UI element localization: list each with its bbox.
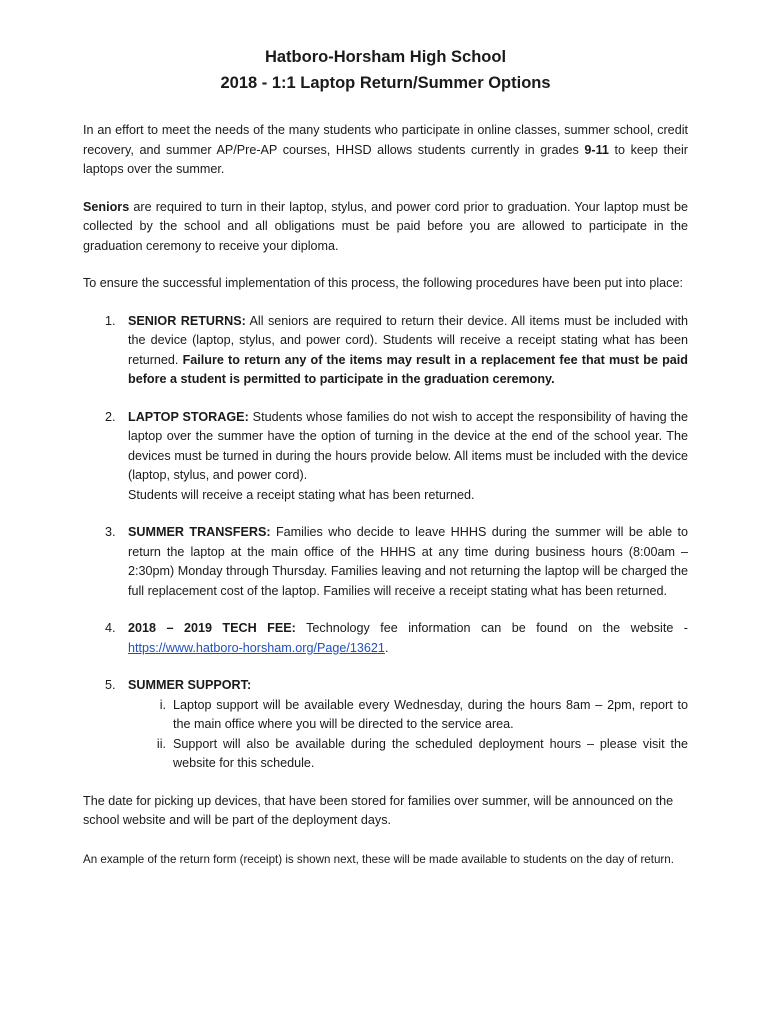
item-heading: SUMMER SUPPORT: [128,678,252,692]
list-number: 4. [105,621,116,635]
sublist-number: i. [159,697,166,712]
list-item-summer-support [83,676,688,774]
school-title: Hatboro-Horsham High School [264,48,507,66]
item-text: Families who decide to leave HHHS during the summer will be able to return the laptop at the main office of the HHHS at any time during business hours (8:00am – 2:30pm) Monday through Thursday. Families leaving and not returning the laptop will be charged the full replacement cost of the laptop. Families will receive a receipt stating what has been returned. [128,525,688,598]
seniors-label: Seniors [83,199,130,214]
procedures-intro: To ensure the successful implementation of this process, the following procedures have been put into place: [83,276,683,290]
document-title: 2018 - 1:1 Laptop Return/Summer Options [220,74,551,92]
item-heading: LAPTOP STORAGE: [128,409,249,424]
item-text: Technology fee information can be found on the website - [295,621,688,635]
receipt-note: An example of the return form (receipt) is shown next, these will be made available to students on the day of return. [83,852,674,866]
item-heading: 2018 – 2019 TECH FEE: [128,621,296,635]
sublist-number: ii. [156,736,166,751]
item-text-2: Students will receive a receipt stating what has been returned. [128,487,475,502]
sublist-item [128,696,688,735]
list-number: 5. [105,678,116,692]
item-heading: SUMMER TRANSFERS: [128,525,271,539]
list-item-laptop-storage [83,408,688,506]
intro-text-2: to keep their laptops over the summer. [83,142,688,176]
item-text: Students whose families do not wish to accept the responsibility of having the laptop over the summer have the option of turning in the device at the end of the school year. The devices must be turned in during the hours provide below. All items must be included with the device (laptop, stylus, and power cord). [128,409,688,482]
intro-grades: 9-11 [584,142,609,157]
item-warning: Failure to return any of the items may result in a replacement fee that must be paid before a student is permitted to participate in the graduation ceremony. [128,352,689,386]
support-sublist [128,696,688,774]
list-number: 2. [105,409,116,424]
list-number: 1. [105,313,116,328]
procedures-list [83,312,688,774]
intro-paragraph [83,121,688,180]
list-item-senior-returns [83,312,688,390]
sublist-text: Support will also be available during the scheduled deployment hours – please visit the website for this schedule. [173,736,688,770]
seniors-text: are required to turn in their laptop, stylus, and power cord prior to graduation. Your laptop must be collected by the school and all obligations must be paid before you are allowed to participate in the graduation ceremony to receive your diploma. [83,199,688,253]
list-item-tech-fee [83,619,688,658]
list-item-summer-transfers [83,523,688,601]
seniors-paragraph [83,198,688,257]
intro-text-1: In an effort to meet the needs of the many students who participate in online classes, summer school, credit recovery, and summer AP/Pre-AP courses, HHSD allows students currently in grades [83,123,688,157]
list-number: 3. [105,525,116,539]
sublist-text: Laptop support will be available every Wednesday, during the hours 8am – 2pm, report to the main office where you will be directed to the service area. [173,697,688,731]
closing-paragraph: The date for picking up devices, that have been stored for families over summer, will be announced on the school website and will be part of the deployment days. [83,793,674,827]
sublist-item [128,735,688,774]
item-period: . [384,640,389,655]
item-heading: SENIOR RETURNS: [128,313,246,328]
tech-fee-link[interactable]: https://www.hatboro-horsham.org/Page/13621 [128,640,385,655]
item-text: All seniors are required to return their device. All items must be included with the device (laptop, stylus, and power cord). Students will receive a receipt stating what has been returned. [128,313,688,367]
